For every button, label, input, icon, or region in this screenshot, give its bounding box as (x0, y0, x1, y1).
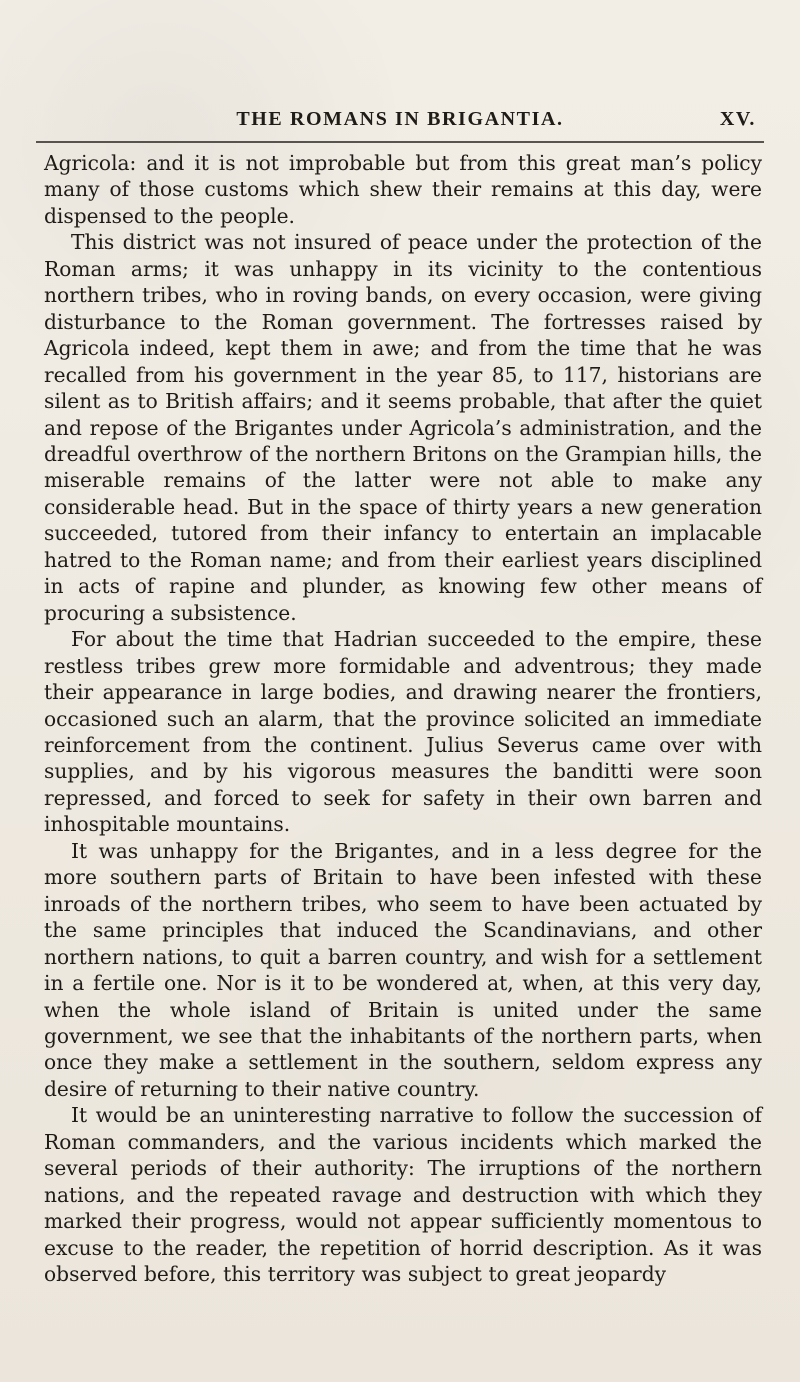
paragraph-4: It was unhappy for the Brigantes, and in a less degree for the more southern parts of Britain to have been infested with these inroads of the northern tribes, who seem to have been actuated by the same principles that induced the Scandinavians, and other northern nations, to quit a barren country, and wish for a settlement in a fertile one. Nor is it to be wondered at, when, at this very day, when the whole island of Britain is united under the same government, we see that the inhabitants of the northern parts, when once they make a settlement in the southern, seldom express any desire of returning to their native country. (44, 838, 762, 1101)
running-title: THE ROMANS IN BRIGANTIA. (236, 108, 564, 130)
page-number: XV. (719, 108, 756, 130)
paragraph-3: For about the time that Hadrian succeeded to the empire, these restless tribes grew more formidable and adventrous; they made their appearance in large bodies, and drawing nearer the frontiers, occasioned such an alarm, that the province solicited an immediate reinforcement from the continent. Julius Severus came over with supplies, and by his vigorous measures the banditti were soon repressed, and forced to seek for safety in their own barren and inhospitable mountains. (44, 627, 762, 837)
body-text (44, 150, 762, 1287)
paragraph-1: Agricola: and it is not improbable but from this great man’s policy many of those customs which shew their remains at this day, were dispensed to the people. (44, 151, 762, 228)
page-header (36, 108, 764, 136)
paragraph-2: This district was not insured of peace under the protection of the Roman arms; it was unhappy in its vicinity to the contentious northern tribes, who in roving bands, on every occasion, were giving disturbance to the Roman government. The fortresses raised by Agricola indeed, kept them in awe; and from the time that he was recalled from his government in the year 85, to 117, historians are silent as to British affairs; and it seems probable, that after the quiet and repose of the Brigantes under Agricola’s administration, and the dreadful overthrow of the northern Britons on the Grampian hills, the miserable remains of the latter were not able to make any considerable head. But in the space of thirty years a new generation succeeded, tutored from their infancy to entertain an implacable hatred to the Roman name; and from their earliest years disciplined in acts of rapine and plunder, as knowing few other means of procuring a subsistence. (44, 230, 763, 625)
header-rule (36, 141, 764, 143)
paragraph-5: It would be an uninteresting narrative to follow the succession of Roman commanders, and the various incidents which marked the several periods of their authority: The irruptions of the northern nations, and the repeated ravage and destruction with which they marked their progress, would not appear sufficiently momentous to excuse to the reader, the repetition of horrid description. As it was observed before, this territory was subject to great jeopardy (44, 1103, 762, 1287)
